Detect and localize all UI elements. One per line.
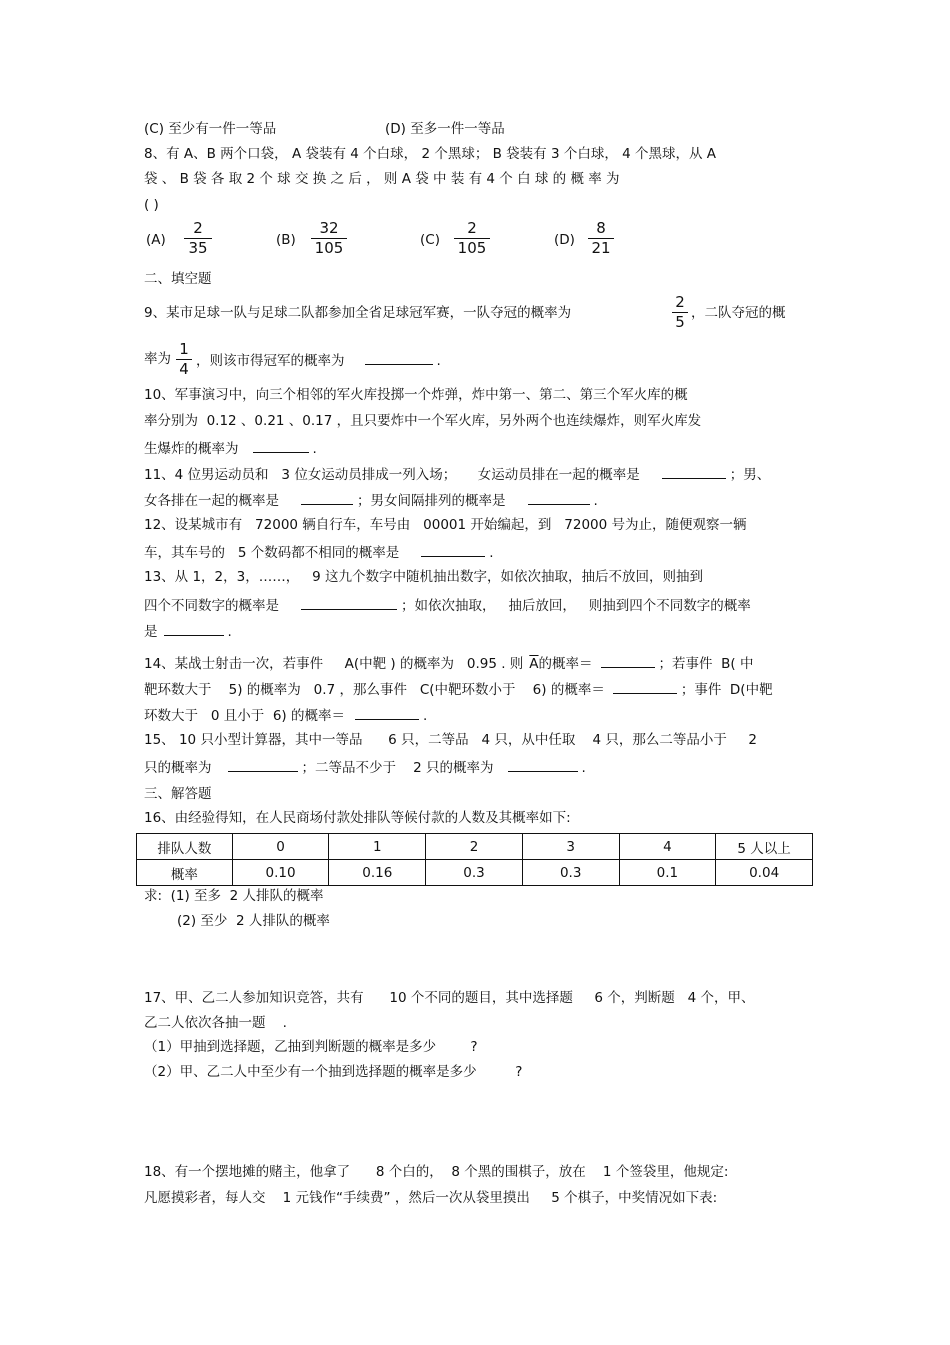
q12-line2-end: . (489, 545, 494, 561)
fraction-numerator: 2 (672, 293, 688, 313)
answer-blank[interactable] (301, 595, 397, 610)
table-cell: 0.1 (619, 860, 716, 886)
table-cell: 4 (619, 834, 716, 860)
q16-ask2: (2) 至少 2 人排队的概率 (177, 913, 330, 929)
answer-blank[interactable] (613, 679, 677, 694)
q8-line3: ( ) (144, 197, 159, 213)
q14-line2a-text: 靶环数大于 5) 的概率为 0.7 ，那么事件 C(中靶环数小于 6) 的概率＝ (144, 682, 605, 698)
q13-line1: 13、从 1，2，3，……， 9 这九个数字中随机抽出数字，如依次抽取，抽后不放回，则抽到 (144, 569, 703, 585)
q11-line2-end: . (593, 493, 598, 509)
table-cell: 0.3 (426, 860, 523, 886)
q14-line3 (144, 705, 427, 725)
q10-line3-end: . (312, 441, 317, 457)
q9-line1b: ，二队夺冠的概 (691, 305, 786, 321)
fraction-denominator: 105 (457, 239, 487, 257)
fraction-denominator: 35 (188, 239, 208, 257)
q8-option-d-fraction (588, 219, 614, 258)
q8-option-a-fraction (184, 219, 212, 258)
fraction-denominator: 105 (314, 239, 344, 257)
answer-blank[interactable] (528, 490, 590, 505)
q13-line3-end: . (227, 624, 232, 640)
q13-line2b-text: ；如依次抽取， 抽后放回， 则抽到四个不同数字的概率 (401, 598, 751, 614)
q15-line2a-text: 只的概率为 (144, 760, 212, 776)
table-cell: 0.16 (329, 860, 426, 886)
fraction-denominator: 4 (179, 360, 189, 378)
table-cell: 0.10 (232, 860, 329, 886)
table-row (137, 860, 813, 886)
q12-line1: 12、设某城市有 72000 辆自行车，车号由 00001 开始编起，到 72000 号为止，随便观察一辆 (144, 517, 747, 533)
table-header-cell: 排队人数 (137, 834, 233, 860)
table-cell: 2 (426, 834, 523, 860)
q14-line1 (144, 653, 753, 673)
fraction-numerator: 1 (176, 340, 192, 360)
table-cell: 3 (522, 834, 619, 860)
answer-blank[interactable] (301, 490, 353, 505)
fraction-numerator: 2 (454, 219, 490, 239)
q14-line3-text: 环数大于 0 且小于 6) 的概率＝ (144, 708, 345, 724)
q11-line2a-text: 女各排在一起的概率是 (144, 493, 279, 509)
table-row (137, 834, 813, 860)
q14-line2 (144, 679, 773, 699)
q7-option-c: (C) 至少有一件一等品 (144, 121, 277, 137)
q11-line1a-text: 11、4 位男运动员和 3 位女运动员排成一列入场； 女运动员排在一起的概率是 (144, 467, 640, 483)
fraction-denominator: 5 (675, 313, 685, 331)
q9-line2b (196, 350, 441, 370)
q17-sub2: （2）甲、乙二人中至少有一个抽到选择题的概率是多少 ? (144, 1064, 523, 1080)
q17-line1: 17、甲、乙二人参加知识竞答，共有 10 个不同的题目，其中选择题 6 个，判断题 4 个，甲、 (144, 990, 755, 1006)
answer-blank[interactable] (508, 757, 578, 772)
table-header-cell: 概率 (137, 860, 233, 886)
table-cell: 5 人以上 (716, 834, 813, 860)
q14-line1c-text: ；若事件 B( 中 (658, 656, 754, 672)
q7-option-d: (D) 至多一件一等品 (385, 121, 505, 137)
q17-line2: 乙二人依次各抽一题 . (144, 1015, 287, 1031)
answer-blank[interactable] (228, 757, 298, 772)
q11-line1b-text: ；男、 (729, 467, 771, 483)
q15-line2 (144, 757, 586, 777)
q17-sub1: （1）甲抽到选择题，乙抽到判断题的概率是多少 ? (144, 1039, 478, 1055)
answer-blank[interactable] (662, 464, 726, 479)
q10-line1: 10、军事演习中，向三个相邻的军火库投掷一个炸弹，炸中第一、第二、第三个军火库的概 (144, 387, 688, 403)
q13-line2a-text: 四个不同数字的概率是 (144, 598, 279, 614)
fraction-numerator: 32 (311, 219, 347, 239)
q15-line2-end: . (581, 760, 586, 776)
answer-blank[interactable] (421, 542, 485, 557)
q12-line2 (144, 542, 494, 562)
q9-fraction-1 (672, 293, 688, 332)
q14-a-complement: $\overline{A}$ (529, 656, 539, 672)
q8-option-a-label: (A) (146, 232, 166, 248)
q8-option-c-fraction (454, 219, 490, 258)
fraction-numerator: 2 (184, 219, 212, 239)
q8-option-b-label: (B) (276, 232, 296, 248)
answer-blank[interactable] (355, 705, 419, 720)
q9-line2a: 率为 (144, 351, 171, 367)
q10-line3-text: 生爆炸的概率为 (144, 441, 239, 457)
q14-line1a-text: 14、某战士射击一次，若事件 A(中靶 ) 的概率为 0.95 . 则 (144, 656, 524, 672)
queue-probability-table (136, 833, 813, 886)
q9-line1a: 9、某市足球一队与足球二队都参加全省足球冠军赛，一队夺冠的概率为 (144, 305, 572, 321)
fraction-numerator: 8 (588, 219, 614, 239)
q9-line2b-text: ，则该市得冠军的概率为 (196, 353, 345, 369)
q8-line2: 袋 、 B 袋 各 取 2 个 球 交 换 之 后 ， 则 A 袋 中 装 有 4 个 白 球 的 概 率 为 (144, 171, 620, 187)
q18-line1: 18、有一个摆地摊的赌主，他拿了 8 个白的， 8 个黑的围棋子，放在 1 个签袋里，他规定: (144, 1164, 729, 1180)
section-title-fill-in: 二、填空题 (144, 271, 212, 287)
table-cell: 0.3 (522, 860, 619, 886)
answer-blank[interactable] (601, 653, 655, 668)
q16-ask1: 求: (1) 至多 2 人排队的概率 (144, 888, 324, 904)
q14-line3-end: . (422, 708, 428, 724)
table-cell: 1 (329, 834, 426, 860)
q18-line2: 凡愿摸彩者，每人交 1 元钱作“手续费” ，然后一次从袋里摸出 5 个棋子，中奖情况如下表: (144, 1190, 718, 1206)
q9-fraction-2 (176, 340, 192, 379)
answer-blank[interactable] (365, 350, 433, 365)
q15-line2b-text: ；二等品不少于 2 只的概率为 (301, 760, 494, 776)
q14-line2b-text: ；事件 D(中靶 (680, 682, 773, 698)
q11-line2b-text: ；男女间隔排列的概率是 (357, 493, 506, 509)
q8-option-b-fraction (311, 219, 347, 258)
q12-line2-text: 车，其车号的 5 个数码都不相同的概率是 (144, 545, 400, 561)
answer-blank[interactable] (164, 621, 224, 636)
section-title-solutions: 三、解答题 (144, 786, 212, 802)
q10-line3 (144, 438, 317, 458)
q15-line1: 15、 10 只小型计算器，其中一等品 6 只，二等品 4 只，从中任取 4 只，那么二等品小于 2 (144, 732, 757, 748)
q13-line3 (144, 621, 232, 641)
q8-option-d-label: (D) (554, 232, 575, 248)
answer-blank[interactable] (253, 438, 309, 453)
q13-line2 (144, 595, 751, 615)
table-cell: 0 (232, 834, 329, 860)
q11-line1 (144, 464, 770, 484)
q13-line3-text: 是 (144, 624, 158, 640)
q8-line1: 8、有 A、B 两个口袋， A 袋装有 4 个白球， 2 个黑球； B 袋装有 3 个白球， 4 个黑球，从 A (144, 146, 717, 162)
fraction-denominator: 21 (591, 239, 611, 257)
q9-line2-end: . (436, 353, 441, 369)
table-cell: 0.04 (716, 860, 813, 886)
q11-line2 (144, 490, 598, 510)
q10-line2: 率分别为 0.12 、0.21 、0.17 ，且只要炸中一个军火库，另外两个也连续爆炸，则军火库发 (144, 413, 702, 429)
q16-intro: 16、由经验得知，在人民商场付款处排队等候付款的人数及其概率如下: (144, 810, 571, 826)
q14-line1b-text: 的概率＝ (538, 656, 593, 672)
q8-option-c-label: (C) (420, 232, 440, 248)
